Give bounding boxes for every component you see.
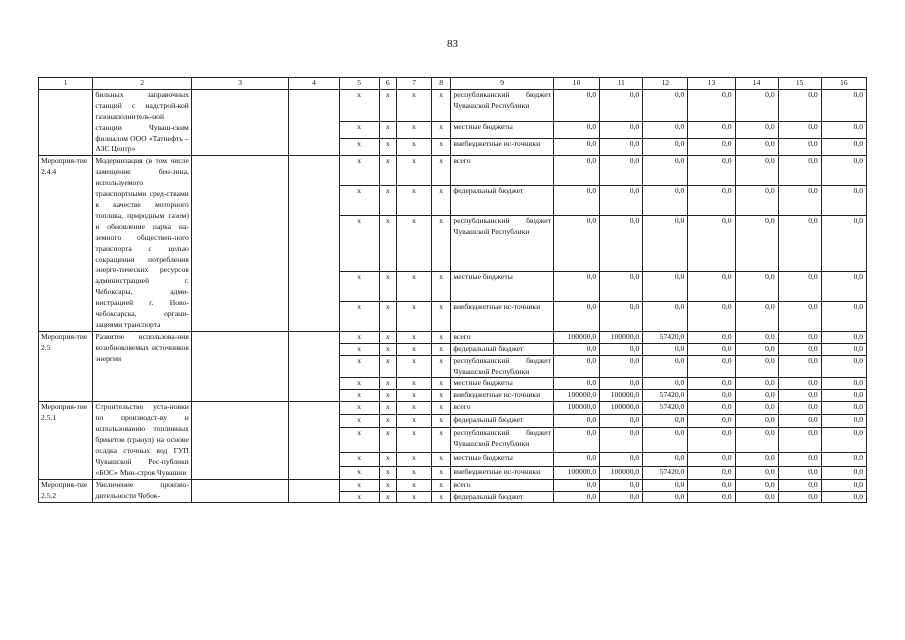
amount-cell: 57420,0 — [643, 402, 688, 415]
amount-cell: 0,0 — [735, 272, 778, 302]
amount-cell: 0,0 — [643, 343, 688, 355]
budget-code-cell: х — [397, 343, 432, 355]
amount-cell: 0,0 — [600, 122, 643, 139]
executor-cell — [191, 89, 288, 155]
budget-code-cell: х — [431, 378, 450, 390]
amount-cell: 0,0 — [553, 215, 599, 272]
column-number-cell: 13 — [688, 78, 735, 90]
column-number-cell: 1 — [39, 78, 93, 90]
budget-code-cell: х — [431, 491, 450, 503]
funding-source-cell: всего — [451, 479, 554, 491]
budget-code-cell: х — [379, 355, 396, 378]
budget-code-cell: х — [397, 355, 432, 378]
amount-cell: 0,0 — [821, 453, 866, 466]
event-id-cell — [39, 89, 93, 155]
table-row — [39, 479, 867, 491]
budget-code-cell: х — [431, 122, 450, 139]
amount-cell: 0,0 — [821, 343, 866, 355]
budget-code-cell: х — [339, 378, 379, 390]
funding-source-cell: республиканский бюджет Чувашской Республики — [451, 215, 554, 272]
column-number-cell: 3 — [191, 78, 288, 90]
amount-cell: 0,0 — [821, 139, 866, 156]
funding-source-cell: федеральный бюджет — [451, 491, 554, 503]
amount-cell: 0,0 — [778, 302, 821, 332]
amount-cell: 0,0 — [735, 428, 778, 453]
funding-source-cell: федеральный бюджет — [451, 343, 554, 355]
amount-cell: 0,0 — [553, 89, 599, 122]
funding-source-cell: всего — [451, 331, 554, 343]
amount-cell: 0,0 — [553, 479, 599, 491]
budget-code-cell: х — [431, 479, 450, 491]
amount-cell: 0,0 — [643, 355, 688, 378]
amount-cell: 0,0 — [778, 355, 821, 378]
amount-cell: 0,0 — [778, 453, 821, 466]
column-number-cell: 14 — [735, 78, 778, 90]
budget-code-cell: х — [339, 215, 379, 272]
amount-cell: 0,0 — [643, 491, 688, 503]
program-table — [38, 77, 867, 503]
amount-cell: 0,0 — [688, 466, 735, 479]
budget-code-cell: х — [339, 331, 379, 343]
event-id-cell: Мероприя-тие 2.5.1 — [39, 402, 93, 479]
column-number-cell: 2 — [93, 78, 191, 90]
amount-cell: 0,0 — [821, 415, 866, 428]
amount-cell: 0,0 — [600, 415, 643, 428]
amount-cell: 57420,0 — [643, 331, 688, 343]
amount-cell: 0,0 — [600, 139, 643, 156]
budget-code-cell: х — [339, 466, 379, 479]
amount-cell: 0,0 — [600, 453, 643, 466]
funding-source-cell: местные бюджеты — [451, 378, 554, 390]
amount-cell: 0,0 — [688, 122, 735, 139]
amount-cell: 0,0 — [821, 491, 866, 503]
budget-code-cell: х — [397, 302, 432, 332]
budget-code-cell: х — [431, 156, 450, 186]
budget-code-cell: х — [339, 479, 379, 491]
amount-cell: 0,0 — [821, 186, 866, 216]
budget-code-cell: х — [379, 186, 396, 216]
goal-cell — [289, 89, 339, 155]
event-id-cell: Мероприя-тие 2.4.4 — [39, 156, 93, 332]
amount-cell: 0,0 — [735, 453, 778, 466]
amount-cell: 0,0 — [688, 89, 735, 122]
amount-cell: 0,0 — [821, 302, 866, 332]
budget-code-cell: х — [431, 343, 450, 355]
event-id-cell: Мероприя-тие 2.5 — [39, 331, 93, 401]
funding-source-cell: внебюджетные ис-точники — [451, 466, 554, 479]
budget-code-cell: х — [397, 122, 432, 139]
budget-code-cell: х — [379, 390, 396, 402]
amount-cell: 0,0 — [735, 479, 778, 491]
budget-code-cell: х — [431, 453, 450, 466]
amount-cell: 0,0 — [821, 479, 866, 491]
table-row — [39, 89, 867, 122]
amount-cell: 0,0 — [688, 331, 735, 343]
budget-code-cell: х — [379, 466, 396, 479]
budget-code-cell: х — [339, 428, 379, 453]
amount-cell: 0,0 — [778, 186, 821, 216]
amount-cell: 0,0 — [735, 491, 778, 503]
budget-code-cell: х — [431, 302, 450, 332]
column-number-cell: 7 — [397, 78, 432, 90]
amount-cell: 0,0 — [778, 331, 821, 343]
amount-cell: 0,0 — [688, 156, 735, 186]
amount-cell: 0,0 — [778, 139, 821, 156]
budget-code-cell: х — [397, 428, 432, 453]
amount-cell: 0,0 — [688, 479, 735, 491]
event-name-cell: Строительство уста-новки по производст-ву и использованию топливных брикетов (гранул) на основе осадка сточных вод ГУП Чувашской Рес-публики «БОС» Мин-строя Чувашии — [93, 402, 191, 479]
amount-cell: 0,0 — [643, 428, 688, 453]
amount-cell: 0,0 — [735, 186, 778, 216]
goal-cell — [289, 479, 339, 503]
amount-cell: 0,0 — [688, 491, 735, 503]
amount-cell: 0,0 — [643, 156, 688, 186]
executor-cell — [191, 331, 288, 401]
amount-cell: 0,0 — [735, 415, 778, 428]
amount-cell: 0,0 — [688, 302, 735, 332]
budget-code-cell: х — [397, 186, 432, 216]
budget-code-cell: х — [397, 390, 432, 402]
column-number-cell: 16 — [821, 78, 866, 90]
amount-cell: 0,0 — [821, 402, 866, 415]
column-number-cell: 6 — [379, 78, 396, 90]
amount-cell: 0,0 — [643, 215, 688, 272]
amount-cell: 0,0 — [553, 139, 599, 156]
amount-cell: 100000,0 — [600, 390, 643, 402]
table-row — [39, 156, 867, 186]
budget-code-cell: х — [339, 272, 379, 302]
amount-cell: 0,0 — [553, 415, 599, 428]
amount-cell: 0,0 — [553, 453, 599, 466]
amount-cell: 0,0 — [735, 139, 778, 156]
amount-cell: 0,0 — [688, 428, 735, 453]
amount-cell: 0,0 — [643, 122, 688, 139]
amount-cell: 0,0 — [553, 302, 599, 332]
column-number-cell: 11 — [600, 78, 643, 90]
amount-cell: 0,0 — [778, 415, 821, 428]
amount-cell: 0,0 — [735, 390, 778, 402]
funding-source-cell: республиканский бюджет Чувашской Республики — [451, 428, 554, 453]
budget-code-cell: х — [339, 89, 379, 122]
budget-code-cell: х — [397, 331, 432, 343]
funding-source-cell: федеральный бюджет — [451, 415, 554, 428]
budget-code-cell: х — [397, 479, 432, 491]
budget-code-cell: х — [379, 302, 396, 332]
budget-code-cell: х — [339, 402, 379, 415]
amount-cell: 0,0 — [778, 343, 821, 355]
budget-code-cell: х — [379, 378, 396, 390]
budget-code-cell: х — [431, 186, 450, 216]
amount-cell: 0,0 — [600, 479, 643, 491]
funding-source-cell: внебюджетные ис-точники — [451, 390, 554, 402]
budget-code-cell: х — [339, 453, 379, 466]
budget-code-cell: х — [339, 415, 379, 428]
column-number-row — [39, 78, 867, 90]
budget-code-cell: х — [431, 390, 450, 402]
amount-cell: 0,0 — [821, 272, 866, 302]
amount-cell: 0,0 — [600, 272, 643, 302]
amount-cell: 0,0 — [643, 415, 688, 428]
event-id-cell: Мероприя-тие 2.5.2 — [39, 479, 93, 503]
amount-cell: 57420,0 — [643, 466, 688, 479]
budget-code-cell: х — [379, 428, 396, 453]
amount-cell: 0,0 — [600, 343, 643, 355]
funding-source-cell: федеральный бюджет — [451, 186, 554, 216]
amount-cell: 0,0 — [735, 89, 778, 122]
amount-cell: 0,0 — [688, 272, 735, 302]
amount-cell: 0,0 — [643, 479, 688, 491]
amount-cell: 0,0 — [778, 402, 821, 415]
funding-source-cell: всего — [451, 402, 554, 415]
amount-cell: 0,0 — [553, 428, 599, 453]
amount-cell: 0,0 — [553, 186, 599, 216]
amount-cell: 0,0 — [643, 272, 688, 302]
column-number-cell: 12 — [643, 78, 688, 90]
budget-code-cell: х — [339, 491, 379, 503]
budget-code-cell: х — [339, 186, 379, 216]
amount-cell: 0,0 — [778, 390, 821, 402]
amount-cell: 0,0 — [553, 343, 599, 355]
amount-cell: 0,0 — [643, 302, 688, 332]
executor-cell — [191, 402, 288, 479]
budget-code-cell: х — [431, 139, 450, 156]
budget-code-cell: х — [397, 415, 432, 428]
goal-cell — [289, 331, 339, 401]
amount-cell: 0,0 — [553, 378, 599, 390]
budget-code-cell: х — [339, 139, 379, 156]
budget-code-cell: х — [379, 331, 396, 343]
amount-cell: 0,0 — [778, 378, 821, 390]
column-number-cell: 15 — [778, 78, 821, 90]
amount-cell: 0,0 — [778, 491, 821, 503]
amount-cell: 0,0 — [688, 453, 735, 466]
budget-code-cell: х — [397, 215, 432, 272]
amount-cell: 0,0 — [643, 453, 688, 466]
budget-code-cell: х — [339, 156, 379, 186]
amount-cell: 0,0 — [600, 156, 643, 186]
budget-code-cell: х — [397, 156, 432, 186]
budget-code-cell: х — [379, 215, 396, 272]
funding-source-cell: республиканский бюджет Чувашской Республики — [451, 89, 554, 122]
amount-cell: 0,0 — [821, 89, 866, 122]
budget-code-cell: х — [339, 355, 379, 378]
funding-source-cell: всего — [451, 156, 554, 186]
amount-cell: 0,0 — [688, 415, 735, 428]
budget-code-cell: х — [379, 402, 396, 415]
budget-code-cell: х — [379, 139, 396, 156]
budget-code-cell: х — [379, 453, 396, 466]
page-number: 83 — [447, 38, 458, 50]
budget-code-cell: х — [431, 355, 450, 378]
executor-cell — [191, 156, 288, 332]
amount-cell: 0,0 — [688, 355, 735, 378]
budget-code-cell: х — [397, 491, 432, 503]
amount-cell: 0,0 — [735, 402, 778, 415]
amount-cell: 0,0 — [778, 479, 821, 491]
budget-code-cell: х — [379, 491, 396, 503]
funding-source-cell: местные бюджеты — [451, 272, 554, 302]
budget-code-cell: х — [379, 156, 396, 186]
event-name-cell: Развитие использова-ния возобновляемых источников энергии — [93, 331, 191, 401]
amount-cell: 0,0 — [643, 89, 688, 122]
budget-code-cell: х — [379, 272, 396, 302]
funding-source-cell: внебюджетные ис-точники — [451, 302, 554, 332]
amount-cell: 0,0 — [688, 378, 735, 390]
column-number-cell: 10 — [553, 78, 599, 90]
budget-code-cell: х — [379, 343, 396, 355]
amount-cell: 0,0 — [735, 466, 778, 479]
amount-cell: 0,0 — [735, 331, 778, 343]
amount-cell: 0,0 — [553, 355, 599, 378]
amount-cell: 0,0 — [735, 378, 778, 390]
amount-cell: 0,0 — [778, 156, 821, 186]
executor-cell — [191, 479, 288, 503]
amount-cell: 0,0 — [735, 215, 778, 272]
amount-cell: 0,0 — [643, 186, 688, 216]
amount-cell: 0,0 — [553, 156, 599, 186]
amount-cell: 100000,0 — [553, 331, 599, 343]
amount-cell: 0,0 — [600, 428, 643, 453]
amount-cell: 0,0 — [553, 272, 599, 302]
amount-cell: 100000,0 — [553, 466, 599, 479]
amount-cell: 0,0 — [643, 378, 688, 390]
amount-cell: 0,0 — [735, 156, 778, 186]
amount-cell: 0,0 — [821, 378, 866, 390]
amount-cell: 0,0 — [735, 343, 778, 355]
goal-cell — [289, 402, 339, 479]
budget-code-cell: х — [379, 479, 396, 491]
amount-cell: 0,0 — [821, 428, 866, 453]
funding-source-cell: внебюджетные ис-точники — [451, 139, 554, 156]
budget-code-cell: х — [431, 215, 450, 272]
table-row — [39, 331, 867, 343]
amount-cell: 0,0 — [778, 428, 821, 453]
column-number-cell: 9 — [451, 78, 554, 90]
amount-cell: 0,0 — [821, 466, 866, 479]
amount-cell: 0,0 — [778, 122, 821, 139]
budget-code-cell: х — [431, 402, 450, 415]
budget-code-cell: х — [431, 428, 450, 453]
budget-code-cell: х — [397, 272, 432, 302]
budget-code-cell: х — [397, 466, 432, 479]
amount-cell: 0,0 — [821, 331, 866, 343]
budget-code-cell: х — [379, 89, 396, 122]
budget-code-cell: х — [397, 89, 432, 122]
goal-cell — [289, 156, 339, 332]
amount-cell: 0,0 — [600, 491, 643, 503]
amount-cell: 57420,0 — [643, 390, 688, 402]
amount-cell: 0,0 — [735, 122, 778, 139]
amount-cell: 0,0 — [688, 390, 735, 402]
amount-cell: 0,0 — [821, 390, 866, 402]
amount-cell: 0,0 — [643, 139, 688, 156]
budget-code-cell: х — [431, 415, 450, 428]
funding-source-cell: местные бюджеты — [451, 122, 554, 139]
column-number-cell: 5 — [339, 78, 379, 90]
amount-cell: 0,0 — [600, 186, 643, 216]
column-number-cell: 4 — [289, 78, 339, 90]
funding-source-cell: местные бюджеты — [451, 453, 554, 466]
amount-cell: 0,0 — [821, 122, 866, 139]
amount-cell: 100000,0 — [553, 390, 599, 402]
amount-cell: 0,0 — [688, 402, 735, 415]
budget-code-cell: х — [397, 378, 432, 390]
budget-code-cell: х — [431, 272, 450, 302]
budget-code-cell: х — [397, 453, 432, 466]
table-body — [39, 78, 867, 503]
budget-code-cell: х — [431, 466, 450, 479]
budget-code-cell: х — [339, 343, 379, 355]
amount-cell: 0,0 — [778, 272, 821, 302]
amount-cell: 0,0 — [778, 215, 821, 272]
amount-cell: 0,0 — [735, 302, 778, 332]
amount-cell: 0,0 — [778, 466, 821, 479]
budget-code-cell: х — [339, 122, 379, 139]
column-number-cell: 8 — [431, 78, 450, 90]
budget-code-cell: х — [431, 331, 450, 343]
amount-cell: 100000,0 — [600, 402, 643, 415]
amount-cell: 0,0 — [735, 355, 778, 378]
budget-code-cell: х — [397, 139, 432, 156]
amount-cell: 0,0 — [688, 186, 735, 216]
amount-cell: 0,0 — [688, 343, 735, 355]
amount-cell: 0,0 — [688, 215, 735, 272]
event-name-cell: Модернизация (в том числе замещение бен-зина, используемого транспортными сред-ствами в качестве моторного топлива, природным газом) и обновление парка на-земного обществен-ного транспорта с целью сокращения потребления энерге-тических ресурсов администрацией г. Чебоксары, адми-нистрацией г. Ново-чебоксарска, органи-зациями транспорта — [93, 156, 191, 332]
amount-cell: 0,0 — [600, 378, 643, 390]
event-name-cell: бильных заправочных станций с надстрой-кой газонаполнитель-ной станции Чуваш-ским филиалом ООО «Татнефть – АЗС Центр» — [93, 89, 191, 155]
budget-code-cell: х — [431, 89, 450, 122]
amount-cell: 0,0 — [778, 89, 821, 122]
event-name-cell: Увеличение произво-дительности Чебок- — [93, 479, 191, 503]
amount-cell: 100000,0 — [600, 466, 643, 479]
amount-cell: 0,0 — [688, 139, 735, 156]
amount-cell: 0,0 — [553, 491, 599, 503]
budget-code-cell: х — [379, 122, 396, 139]
amount-cell: 100000,0 — [600, 331, 643, 343]
amount-cell: 100000,0 — [553, 402, 599, 415]
budget-code-cell: х — [339, 390, 379, 402]
budget-code-cell: х — [397, 402, 432, 415]
budget-code-cell: х — [339, 302, 379, 332]
amount-cell: 0,0 — [600, 355, 643, 378]
amount-cell: 0,0 — [600, 302, 643, 332]
amount-cell: 0,0 — [553, 122, 599, 139]
amount-cell: 0,0 — [821, 215, 866, 272]
funding-source-cell: республиканский бюджет Чувашской Республики — [451, 355, 554, 378]
amount-cell: 0,0 — [600, 89, 643, 122]
budget-code-cell: х — [379, 415, 396, 428]
amount-cell: 0,0 — [821, 156, 866, 186]
amount-cell: 0,0 — [600, 215, 643, 272]
amount-cell: 0,0 — [821, 355, 866, 378]
table-row — [39, 402, 867, 415]
